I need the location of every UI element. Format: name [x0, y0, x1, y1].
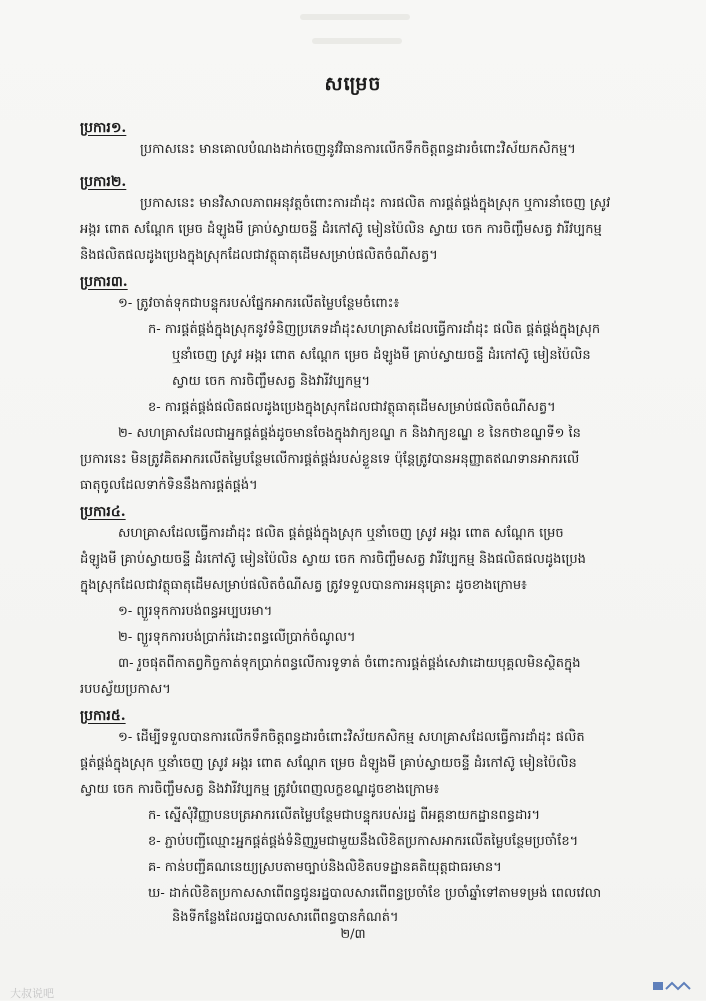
faint-header-mark	[300, 14, 410, 20]
article-3-line: ២- សហគ្រាសដែលជាអ្នកផ្គត់ផ្គង់ដូចមានចែងក្នុងវាក្យខណ្ឌ ក និងវាក្យខណ្ឌ ខ នៃកថាខណ្ឌទី១ នៃ	[118, 426, 581, 441]
article-5-line: ខ- ភ្ជាប់បញ្ជីឈ្មោះអ្នកផ្គត់ផ្គង់ទំនិញរួមជាមួយនឹងលិខិតប្រកាសអាករលើតម្លៃបន្ថែមប្រចាំខែ។	[148, 834, 579, 849]
page-number: ២/៣	[340, 927, 366, 942]
watermark: 大叔说吧	[10, 987, 54, 1000]
article-5-line: ក- ស្នើសុំវិញ្ញាបនបត្រអាករលើតម្លៃបន្ថែមជាបន្ទុករបស់រដ្ឋ ពីអគ្គនាយកដ្ឋានពន្ធដារ។	[148, 808, 541, 823]
article-3-line: ក- ការផ្គត់ផ្គង់ក្នុងស្រុកនូវទំនិញប្រភេទដាំដុះសហគ្រាសដែលធ្វើការដាំដុះ ផលិត ផ្គត់ផ្គង់ក្នុងស្រុក	[148, 322, 601, 337]
article-4-line: ២- ព្យួរទុកការបង់ប្រាក់រំដោះពន្ធលើប្រាក់ចំណូល។	[118, 630, 356, 645]
faint-header-mark	[312, 38, 402, 44]
article-1-heading: ប្រការ១.	[80, 120, 127, 136]
article-4-line: ៣- រួចផុតពីកាតព្វកិច្ចកាត់ទុកប្រាក់ពន្ធលើការទូទាត់ ចំពោះការផ្គត់ផ្គង់សេវាដោយបុគ្គលមិនស្ថិតក្នុង	[118, 656, 581, 671]
article-3-line: ស្វាយ ចេក ការចិញ្ចឹមសត្វ និងវារីវប្បកម្ម។	[172, 374, 371, 389]
article-5-line: ១- ដើម្បីទទួលបានការលើកទឹកចិត្តពន្ធដារចំពោះវិស័យកសិកម្ម សហគ្រាសដែលធ្វើការដាំដុះ ផលិត	[118, 730, 585, 745]
article-3-line: ឬនាំចេញ ស្រូវ អង្ករ ពោត សណ្តែក ម្រេច ដំឡូងមី គ្រាប់ស្វាយចន្ទី ដំរកៅស៊ូ មៀនប៉ៃលិន	[172, 348, 591, 363]
stamp-mark-icon	[652, 980, 692, 992]
article-2-line: ប្រកាសនេះ មានវិសាលភាពអនុវត្តចំពោះការដាំដុះ ការផលិត ការផ្គត់ផ្គង់ក្នុងស្រុក ឬការនាំចេញ ស្រូវ	[140, 196, 611, 211]
article-5-line: ឃ- ដាក់លិខិតប្រកាសសាពើពន្ធជូនរដ្ឋបាលសារពើពន្ធប្រចាំខែ ប្រចាំឆ្នាំទៅតាមទម្រង់ ពេលវេលា	[148, 886, 602, 901]
article-4-line: ដំឡូងមី គ្រាប់ស្វាយចន្ទី ដំរកៅស៊ូ មៀនប៉ៃលិន ស្វាយ ចេក ការចិញ្ចឹមសត្វ វារីវប្បកម្ម និងផលិតផលដូងប្រេង	[80, 552, 586, 567]
article-2-line: និងផលិតផលដូងប្រេងក្នុងស្រុកដែលជាវត្ថុធាតុដើមសម្រាប់ផលិតចំណីសត្វ។	[80, 248, 438, 263]
document-title: សម្រេច	[324, 73, 382, 95]
article-3-line: ប្រការនេះ មិនត្រូវគិតអាករលើតម្លៃបន្ថែមលើការផ្គត់ផ្គង់របស់ខ្លួនទេ ប៉ុន្តែត្រូវបានអនុញ្ញាតឥណទានអាករលើ	[80, 452, 580, 467]
article-1-line: ប្រកាសនេះ មានគោលបំណងដាក់ចេញនូវវិធានការលើកទឹកចិត្តពន្ធដារចំពោះវិស័យកសិកម្ម។	[140, 142, 576, 157]
article-3-line: ធាតុចូលដែលទាក់ទិននឹងការផ្គត់ផ្គង់។	[80, 478, 258, 493]
article-5-line: គ- កាន់បញ្ជីគណនេយ្យស្របតាមច្បាប់និងលិខិតបទដ្ឋានគតិយុត្តជាធរមាន។	[148, 860, 502, 875]
article-5-line: ផ្គត់ផ្គង់ក្នុងស្រុក ឬនាំចេញ ស្រូវ អង្ករ ពោត សណ្តែក ម្រេច ដំឡូងមី គ្រាប់ស្វាយចន្ទី ដំរកៅស៊ូ មៀនប៉ៃលិន	[80, 756, 577, 771]
article-2-line: អង្ករ ពោត សណ្តែក ម្រេច ដំឡូងមី គ្រាប់ស្វាយចន្ទី ដំរកៅស៊ូ មៀនប៉ៃលិន ស្វាយ ចេក ការចិញ្ចឹមសត្វ វារីវប្បកម្ម	[80, 222, 602, 237]
article-5-heading: ប្រការ៥.	[80, 708, 126, 724]
article-4-line: របបស្វ័យប្រកាស។	[80, 682, 171, 697]
article-3-heading: ប្រការ៣.	[80, 274, 128, 290]
article-4-heading: ប្រការ៤.	[80, 504, 126, 520]
article-5-line: និងទីកន្លែងដែលរដ្ឋបាលសារពើពន្ធបានកំណត់។	[172, 910, 399, 925]
article-4-line: សហគ្រាសដែលធ្វើការដាំដុះ ផលិត ផ្គត់ផ្គង់ក្នុងស្រុក ឬនាំចេញ ស្រូវ អង្ករ ពោត សណ្តែក ម្រេច	[118, 526, 564, 541]
article-2-heading: ប្រការ២.	[80, 174, 127, 190]
article-5-line: ស្វាយ ចេក ការចិញ្ចឹមសត្វ និងវារីវប្បកម្ម ត្រូវបំពេញលក្ខខណ្ឌដូចខាងក្រោម៖	[80, 782, 440, 797]
article-4-line: ១- ព្យួរទុកការបង់ពន្ធអប្បបរមា។	[118, 604, 273, 619]
article-3-line: ១- ត្រូវចាត់ទុកជាបន្ទុករបស់ផ្នែកអាករលើតម្លៃបន្ថែមចំពោះ៖	[118, 296, 400, 311]
article-3-line: ខ- ការផ្គត់ផ្គង់ផលិតផលដូងប្រេងក្នុងស្រុកដែលជាវត្ថុធាតុដើមសម្រាប់ផលិតចំណីសត្វ។	[148, 400, 556, 415]
article-4-line: ក្នុងស្រុកដែលជាវត្ថុធាតុដើមសម្រាប់ផលិតចំណីសត្វ ត្រូវទទួលបានការអនុគ្រោះ ដូចខាងក្រោម៖	[80, 578, 527, 593]
